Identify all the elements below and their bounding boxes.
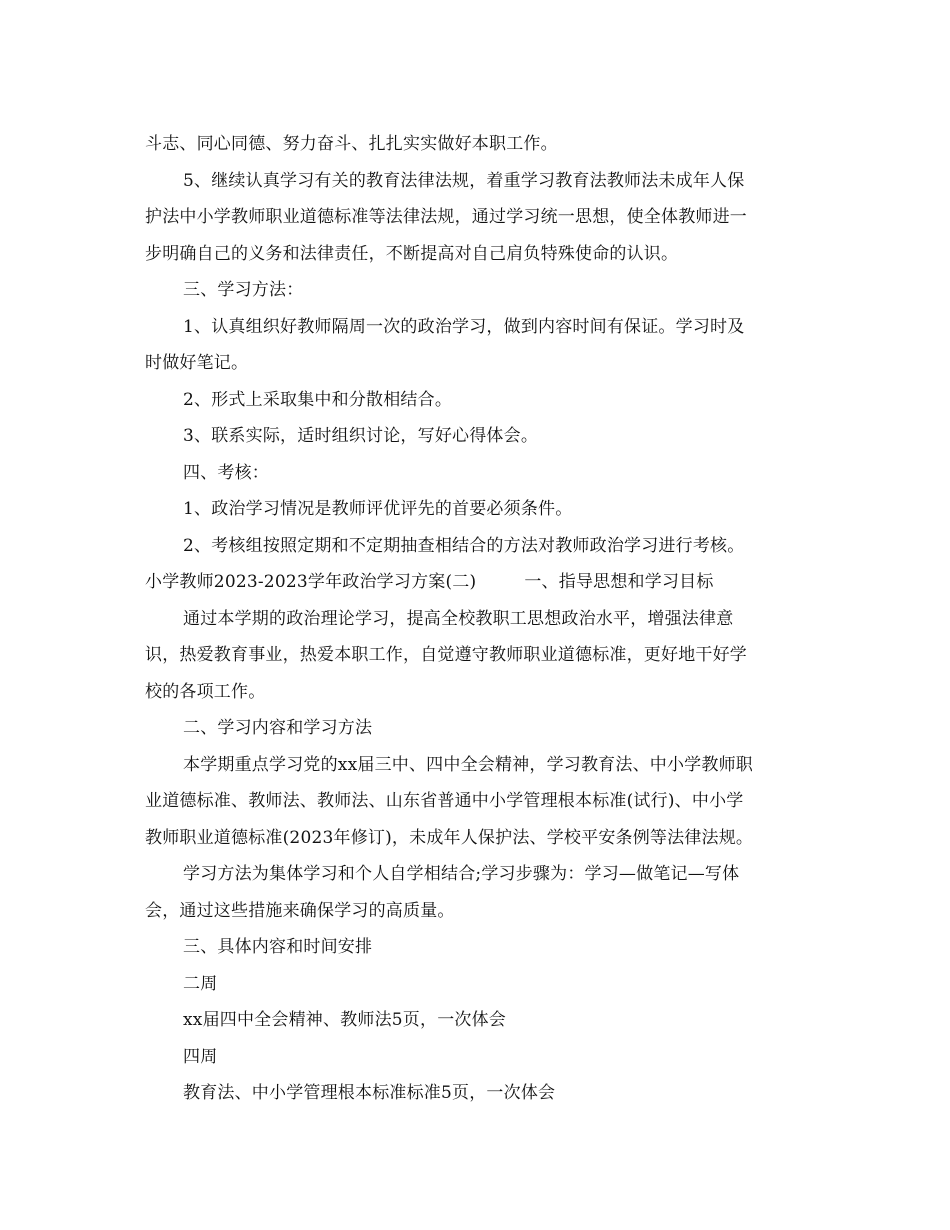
paragraph-line: 斗志、同心同德、努力奋斗、扎扎实实做好本职工作。 bbox=[145, 134, 558, 154]
paragraph-line: 识，热爱教育事业，热爱本职工作，自觉遵守教师职业道德标准，更好地干好学 bbox=[145, 645, 747, 665]
section-heading: 四、考核： bbox=[183, 462, 269, 483]
paragraph-line: 1、政治学习情况是教师评优评先的首要必须条件。 bbox=[183, 499, 573, 519]
paragraph-line: 5、继续认真学习有关的教育法律法规，着重学习教育法教师法未成年人保 bbox=[183, 170, 745, 191]
document-body bbox=[145, 126, 805, 1112]
section-heading: 三、具体内容和时间安排 bbox=[183, 937, 373, 957]
document-title-line bbox=[145, 564, 805, 601]
document-title: 小学教师2023-2023学年政治学习方案(二) bbox=[145, 572, 477, 592]
paragraph-line: 2、考核组按照定期和不定期抽查相结合的方法对教师政治学习进行考核。 bbox=[183, 535, 745, 556]
schedule-week: 二周 bbox=[183, 973, 218, 994]
paragraph-line: 会，通过这些措施来确保学习的高质量。 bbox=[145, 900, 455, 921]
schedule-content: xx届四中全会精神、教师法5页，一次体会 bbox=[183, 1010, 506, 1030]
paragraph-line: 1、认真组织好教师隔周一次的政治学习，做到内容时间有保证。学习时及 bbox=[183, 316, 745, 337]
paragraph-line: 步明确自己的义务和法律责任，不断提高对自己肩负特殊使命的认识。 bbox=[145, 243, 679, 264]
paragraph-line: 业道德标准、教师法、教师法、山东省普通中小学管理根本标准(试行)、中小学 bbox=[145, 791, 744, 811]
paragraph-line: 通过本学期的政治理论学习，提高全校教职工思想政治水平，增强法律意 bbox=[183, 608, 734, 629]
paragraph-line: 2、形式上采取集中和分散相结合。 bbox=[183, 389, 453, 410]
paragraph-line: 3、联系实际，适时组织讨论，写好心得体会。 bbox=[183, 426, 539, 446]
paragraph-line: 本学期重点学习党的xx届三中、四中全会精神，学习教育法、中小学教师职 bbox=[183, 754, 753, 775]
paragraph-line: 时做好笔记。 bbox=[145, 353, 249, 373]
paragraph-line: 教师职业道德标准(2023年修订)，未成年人保护法、学校平安条例等法律法规。 bbox=[145, 827, 754, 848]
section-heading: 一、指导思想和学习目标 bbox=[524, 572, 714, 592]
section-heading: 二、学习内容和学习方法 bbox=[183, 718, 373, 738]
paragraph-line: 学习方法为集体学习和个人自学相结合;学习步骤为：学习—做笔记—写体 bbox=[183, 864, 740, 884]
schedule-week: 四周 bbox=[183, 1046, 218, 1067]
section-heading: 三、学习方法： bbox=[183, 280, 304, 300]
paragraph-line: 校的各项工作。 bbox=[145, 681, 266, 702]
schedule-content: 教育法、中小学管理根本标准标准5页，一次体会 bbox=[183, 1083, 556, 1103]
paragraph-line: 护法中小学教师职业道德标准等法律法规，通过学习统一思想，使全体教师进一 bbox=[145, 207, 747, 227]
